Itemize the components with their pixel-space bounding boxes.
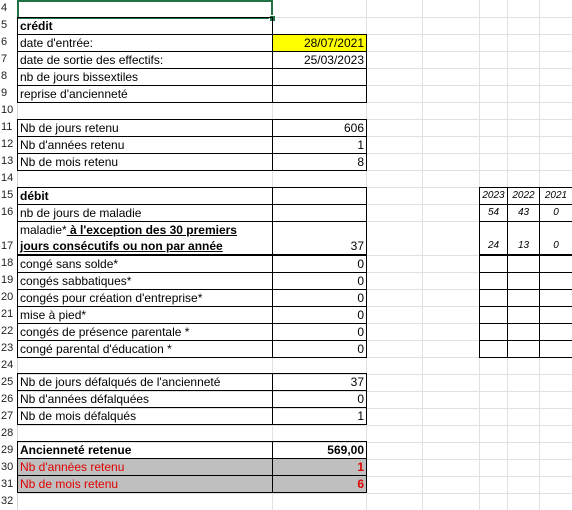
year-empty-cell[interactable] [507, 323, 540, 341]
row-number[interactable]: 15 [1, 189, 14, 201]
row-number[interactable]: 13 [1, 155, 14, 167]
year-empty-cell[interactable] [479, 272, 508, 290]
row-number[interactable]: 11 [1, 121, 13, 133]
debit-item-label[interactable]: congés de présence parentale * [17, 323, 273, 341]
gridline [17, 425, 572, 426]
row-number[interactable]: 8 [1, 70, 8, 82]
year-header[interactable]: 2023 [479, 187, 508, 205]
mois-defalques-value[interactable]: 1 [272, 407, 367, 425]
year-excl[interactable]: 0 [539, 221, 572, 255]
debit-header-value[interactable] [272, 187, 367, 205]
date-sortie-value[interactable]: 25/03/2023 [272, 51, 367, 69]
result-annees-value[interactable]: 1 [272, 458, 367, 476]
bissextiles-label[interactable]: nb de jours bissextiles [17, 68, 273, 86]
result-annees-label[interactable]: Nb d'années retenu [17, 458, 273, 476]
maladie-label[interactable]: nb de jours de maladie [17, 204, 273, 222]
year-empty-cell[interactable] [539, 289, 572, 307]
maladie-excl-prefix: maladie* [20, 223, 67, 237]
year-empty-cell[interactable] [479, 340, 508, 358]
date-entree-label[interactable]: date d'entrée: [17, 34, 273, 52]
year-empty-cell[interactable] [507, 340, 540, 358]
row-number[interactable]: 5 [1, 19, 8, 31]
date-sortie-label[interactable]: date de sortie des effectifs: [17, 51, 273, 69]
year-maladie[interactable]: 43 [507, 204, 540, 222]
credit-header[interactable]: crédit [17, 17, 273, 35]
row-number[interactable]: 16 [1, 206, 14, 218]
reprise-value[interactable] [272, 85, 367, 103]
debit-item-label[interactable]: congé parental d'éducation * [17, 340, 273, 358]
row-number[interactable]: 27 [1, 410, 14, 422]
year-excl[interactable]: 24 [479, 221, 508, 255]
year-empty-cell[interactable] [479, 306, 508, 324]
year-empty-cell[interactable] [539, 255, 572, 273]
annees-defalquees-value[interactable]: 0 [272, 390, 367, 408]
row-number[interactable]: 10 [1, 104, 14, 116]
debit-item-label[interactable]: congés sabbatiques* [17, 272, 273, 290]
year-empty-cell[interactable] [507, 255, 540, 273]
mois-defalques-label[interactable]: Nb de mois défalqués [17, 407, 273, 425]
anciennete-label[interactable]: Ancienneté retenue [17, 441, 273, 459]
mois-retenu-value[interactable]: 8 [272, 153, 367, 171]
row-number[interactable]: 7 [1, 53, 8, 65]
anciennete-value[interactable]: 569,00 [272, 441, 367, 459]
row-number[interactable]: 21 [1, 308, 14, 320]
jours-retenu-label[interactable]: Nb de jours retenu [17, 119, 273, 137]
year-empty-cell[interactable] [507, 306, 540, 324]
mois-retenu-label[interactable]: Nb de mois retenu [17, 153, 273, 171]
row-number[interactable]: 26 [1, 393, 14, 405]
row-number[interactable]: 24 [1, 359, 14, 371]
maladie-excl-label[interactable] [17, 221, 273, 255]
date-entree-value[interactable]: 28/07/2021 [272, 34, 367, 52]
year-empty-cell[interactable] [539, 272, 572, 290]
row-number[interactable]: 30 [1, 461, 14, 473]
result-mois-value[interactable]: 6 [272, 475, 367, 493]
annees-retenu-label[interactable]: Nb d'années retenu [17, 136, 273, 154]
jours-defalques-label[interactable]: Nb de jours défalqués de l'ancienneté [17, 373, 273, 391]
row-number[interactable]: 22 [1, 325, 14, 337]
year-empty-cell[interactable] [539, 340, 572, 358]
debit-item-value[interactable]: 0 [272, 340, 367, 358]
row-number[interactable]: 32 [1, 495, 14, 507]
year-maladie[interactable]: 0 [539, 204, 572, 222]
jours-defalques-value[interactable]: 37 [272, 373, 367, 391]
year-empty-cell[interactable] [539, 306, 572, 324]
year-header[interactable]: 2022 [507, 187, 540, 205]
row-headers [0, 0, 18, 510]
year-empty-cell[interactable] [479, 289, 508, 307]
maladie-excl-value[interactable]: 37 [272, 221, 367, 255]
row-number[interactable]: 9 [1, 87, 8, 99]
row-number[interactable]: 17 [1, 240, 14, 252]
row-number[interactable]: 4 [1, 2, 8, 14]
debit-item-value[interactable]: 0 [272, 289, 367, 307]
maladie-value[interactable] [272, 204, 367, 222]
reprise-label[interactable]: reprise d'ancienneté [17, 85, 273, 103]
row-number[interactable]: 6 [1, 36, 8, 48]
year-empty-cell[interactable] [507, 272, 540, 290]
row-number[interactable]: 19 [1, 274, 14, 286]
year-empty-cell[interactable] [479, 323, 508, 341]
row-number[interactable]: 29 [1, 444, 14, 456]
jours-retenu-value[interactable]: 606 [272, 119, 367, 137]
row-number[interactable]: 18 [1, 257, 14, 269]
maladie-excl-text2: jours consécutifs ou non par année [20, 239, 223, 253]
debit-item-value[interactable]: 0 [272, 306, 367, 324]
debit-item-label[interactable]: congé sans solde* [17, 255, 273, 273]
debit-item-label[interactable]: mise à pied* [17, 306, 273, 324]
row-number[interactable]: 23 [1, 342, 14, 354]
row-number[interactable]: 20 [1, 291, 14, 303]
result-mois-label[interactable]: Nb de mois retenu [17, 475, 273, 493]
debit-item-value[interactable]: 0 [272, 272, 367, 290]
year-maladie[interactable]: 54 [479, 204, 508, 222]
row-number[interactable]: 28 [1, 427, 14, 439]
year-empty-cell[interactable] [539, 323, 572, 341]
row-number[interactable]: 12 [1, 138, 14, 150]
year-empty-cell[interactable] [479, 255, 508, 273]
debit-item-value[interactable]: 0 [272, 323, 367, 341]
annees-retenu-value[interactable]: 1 [272, 136, 367, 154]
year-header[interactable]: 2021 [539, 187, 572, 205]
bissextiles-value[interactable] [272, 68, 367, 86]
debit-item-label[interactable]: congés pour création d'entreprise* [17, 289, 273, 307]
gridline [17, 493, 572, 494]
row-number[interactable]: 31 [1, 478, 14, 490]
year-empty-cell[interactable] [507, 289, 540, 307]
row-number[interactable]: 14 [1, 172, 14, 184]
row-number[interactable]: 25 [1, 376, 14, 388]
annees-defalquees-label[interactable]: Nb d'années défalquées [17, 390, 273, 408]
maladie-excl-text1: à l'exception des 30 premiers [66, 223, 237, 237]
year-excl[interactable]: 13 [507, 221, 540, 255]
debit-header[interactable]: débit [17, 187, 273, 205]
debit-item-value[interactable]: 0 [272, 255, 367, 273]
